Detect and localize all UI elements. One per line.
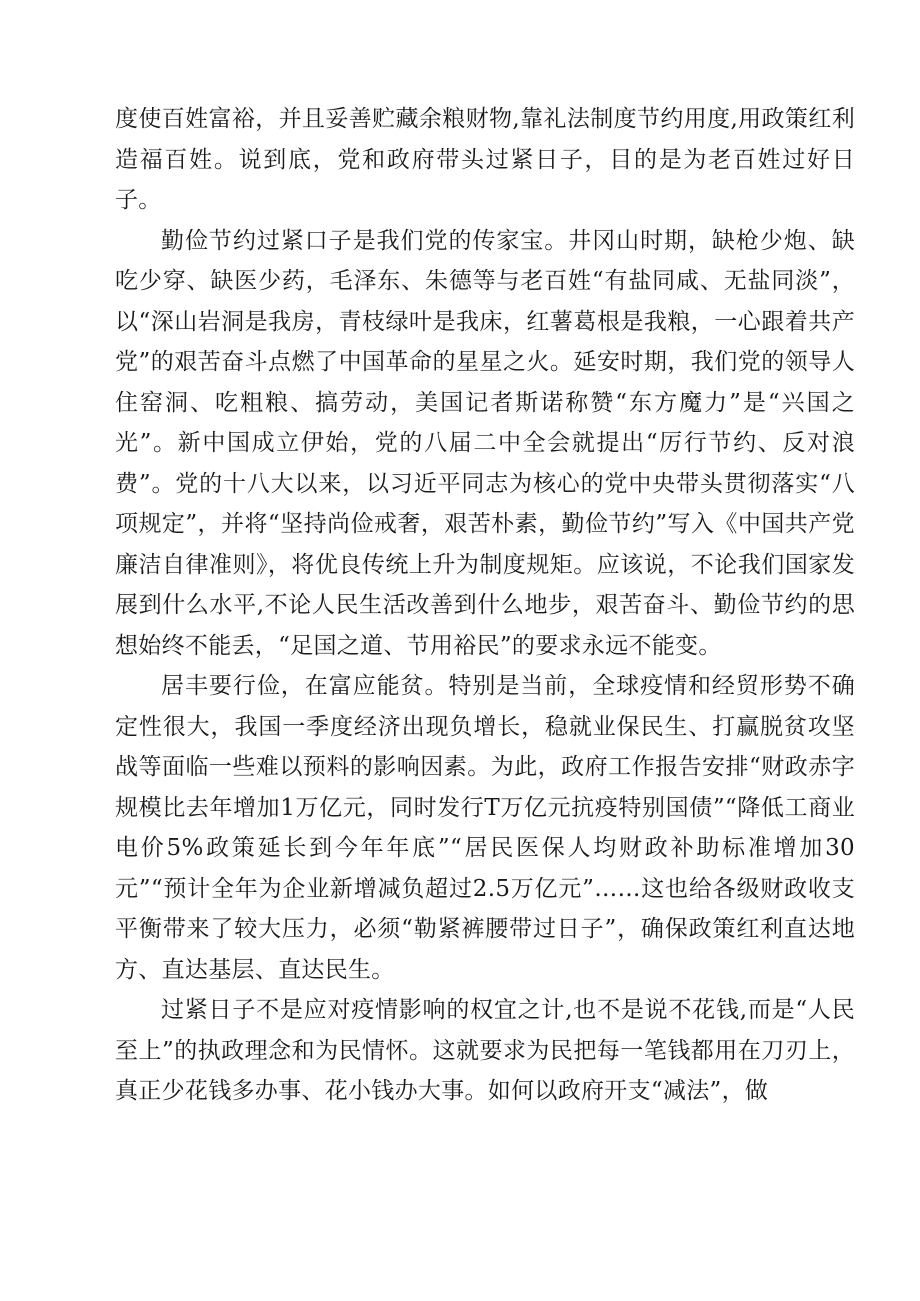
paragraph-2: 勤俭节约过紧口子是我们党的传家宝。井冈山时期，缺枪少炮、缺吃少穿、缺医少药，毛泽东、朱德等与老百姓“有盐同咸、无盐同淡”，以“深山岩洞是我房，青枝绿叶是我床，红薯葛根是我粮，一心跟着共产党”的艰苦奋斗点燃了中国革命的星星之火。延安时期，我们党的领导人住窑洞、吃粗粮、搞劳动，美国记者斯诺称赞“东方魔力”是“兴国之光”。新中国成立伊始，党的八届二中全会就提出“厉行节约、反对浪费”。党的十八大以来，以习近平同志为核心的党中央带头贯彻落实“八项规定”，并将“坚持尚俭戒奢，艰苦朴素，勤俭节约”写入《中国共产党廉洁自律准则》，将优良传统上升为制度规矩。应该说，不论我们国家发展到什么水平,不论人民生活改善到什么地步，艰苦奋斗、勤俭节约的思想始终不能丢，“足国之道、节用裕民”的要求永远不能变。 [115, 227, 855, 659]
paragraph-4: 过紧日子不是应对疫情影响的权宜之计,也不是说不花钱,而是“人民至上”的执政理念和为民情怀。这就要求为民把每一笔钱都用在刀刃上，真正少花钱多办事、花小钱办大事。如何以政府开支“减法”，做 [115, 997, 855, 1104]
paragraph-3: 居丰要行俭，在富应能贫。特别是当前，全球疫情和经贸形势不确定性很大，我国一季度经济出现负增长，稳就业保民生、打赢脱贫攻坚战等面临一些难以预料的影响因素。为此，政府工作报告安排“财政赤字规模比去年增加1万亿元，同时发行T万亿元抗疫特别国债”“降低工商业电价5%政策延长到今年年底”“居民医保人均财政补助标准增加30元”“预计全年为企业新增减负超过2.5万亿元”……这也给各级财政收支平衡带来了较大压力，必须“勒紧裤腰带过日子”，确保政策红利直达地方、直达基层、直达民生。 [115, 673, 855, 983]
paragraph-1: 度使百姓富裕，并且妥善贮藏余粮财物,靠礼法制度节约用度,用政策红利造福百姓。说到底，党和政府带头过紧日子，目的是为老百姓过好日子。 [115, 106, 855, 213]
document-body [115, 99, 855, 1112]
